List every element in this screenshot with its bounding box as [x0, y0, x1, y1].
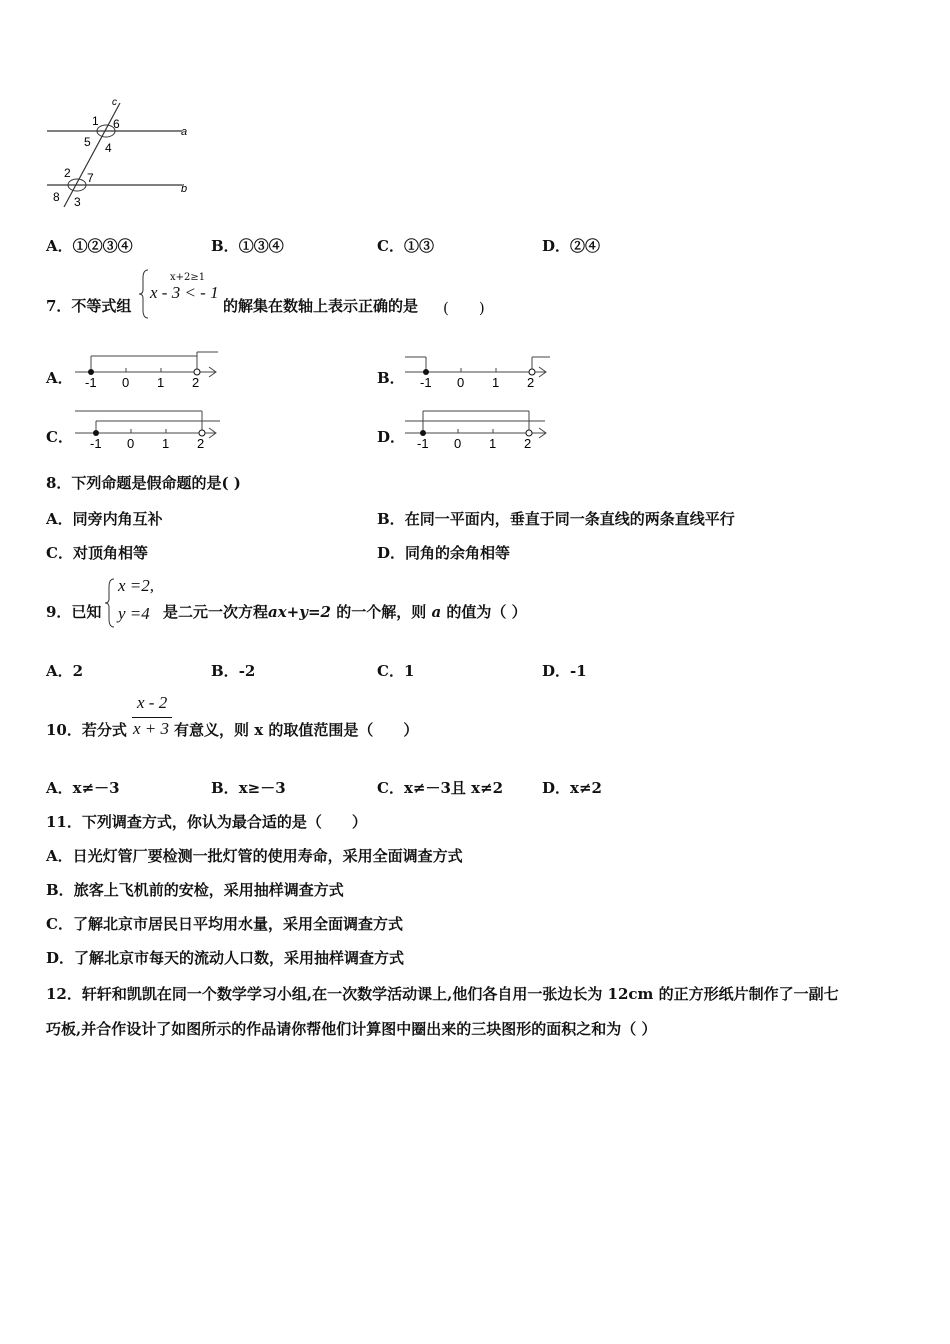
fraction-bar — [132, 717, 172, 718]
q10-c-text: x≠－3且 x≠2 — [403, 779, 504, 797]
q10-a-text: x≠－3 — [72, 779, 120, 797]
q9-var: a — [431, 603, 442, 621]
angle-1: 1 — [92, 114, 99, 128]
q9-d-letter: D． — [542, 662, 571, 680]
q11-d-text: 了解北京市每天的流动人口数，采用抽样调查方式 — [74, 949, 405, 967]
q6-option-b[interactable] — [211, 235, 284, 256]
q9-c-text: 1 — [403, 662, 415, 680]
q8-c-letter: C． — [46, 544, 73, 562]
q7-b-letter[interactable]: B． — [377, 369, 405, 387]
q9-d-text: -1 — [570, 662, 587, 680]
q9-prefix: 9．已知 — [46, 603, 102, 621]
q9-middle: 是二元一次方程 — [163, 603, 269, 621]
q8-a-text: 同旁内角互补 — [72, 510, 163, 528]
q7-a-letter[interactable]: A． — [46, 369, 73, 387]
q7-paren: ( ) — [443, 299, 485, 317]
q11-b-letter: B． — [46, 881, 74, 899]
tick-d-1: 1 — [489, 436, 497, 451]
q8-d-letter: D． — [377, 544, 406, 562]
q12-line1: 12．轩轩和凯凯在同一个数学学习小组,在一次数学活动课上,他们各自用一张边长为 12cm 的正方形纸片制作了一副七 — [46, 985, 839, 1003]
q9-b-letter: B． — [211, 662, 239, 680]
q6-b-text: ①③④ — [238, 237, 284, 255]
angle-6: 6 — [113, 117, 120, 131]
q9-eq2: y =4 — [118, 604, 150, 623]
q9-middle2: 的一个解，则 — [336, 603, 427, 621]
tick-b-m1: -1 — [420, 375, 432, 390]
q11-stem: 11．下列调查方式，你认为最合适的是（ ） — [46, 813, 367, 831]
q6-c-text: ①③ — [403, 237, 434, 255]
q6-d-letter: D． — [542, 237, 571, 255]
q10-d-text: x≠2 — [570, 779, 602, 797]
tick-b-0: 0 — [457, 375, 465, 390]
angle-3: 3 — [74, 195, 81, 209]
q11-b-text: 旅客上飞机前的安检，采用抽样调查方式 — [73, 881, 344, 899]
q10-denominator: x + 3 — [133, 719, 170, 738]
q11-option-a[interactable] — [46, 845, 463, 866]
tick-b-1: 1 — [492, 375, 500, 390]
q9-a-text: 2 — [72, 662, 84, 680]
q11-c-text: 了解北京市居民日平均用水量，采用全面调查方式 — [72, 915, 403, 933]
q6-b-letter: B． — [211, 237, 239, 255]
q8-stem: 8．下列命题是假命题的是( ) — [46, 474, 241, 492]
q9-b-text: -2 — [238, 662, 256, 680]
tick-c-2: 2 — [197, 436, 205, 451]
q10-option-a[interactable] — [46, 777, 120, 798]
q9-brace-icon — [104, 577, 116, 629]
q9-option-a[interactable] — [46, 660, 83, 681]
label-b: b — [181, 183, 188, 195]
q8-a-letter: A． — [46, 510, 73, 528]
tick-a-2: 2 — [192, 375, 200, 390]
q10-c-letter: C． — [377, 779, 404, 797]
number-line-c — [70, 405, 230, 453]
number-line-d — [400, 405, 560, 453]
q9-option-c[interactable] — [377, 660, 414, 681]
q6-option-d[interactable] — [542, 235, 600, 256]
q7-d-letter[interactable]: D． — [377, 428, 406, 446]
q11-a-text: 日光灯管厂要检测一批灯管的使用寿命，采用全面调查方式 — [72, 847, 463, 865]
tick-a-m1: -1 — [85, 375, 97, 390]
q9-c-letter: C． — [377, 662, 404, 680]
q8-option-b[interactable] — [377, 508, 735, 529]
tick-c-1: 1 — [162, 436, 170, 451]
q7-c-letter[interactable]: C． — [46, 428, 73, 446]
q7-prefix: 7．不等式组 — [46, 297, 132, 315]
q7-system-bottom: x - 3 < - 1 — [150, 283, 219, 302]
q9-option-b[interactable] — [211, 660, 255, 681]
q10-numerator: x - 2 — [137, 693, 168, 712]
q6-option-a[interactable] — [46, 235, 133, 256]
parallel-lines-figure — [42, 95, 192, 210]
q6-a-letter: A． — [46, 237, 73, 255]
number-line-a — [70, 348, 230, 393]
q8-b-letter: B． — [377, 510, 405, 528]
q10-b-letter: B． — [211, 779, 239, 797]
q11-option-d[interactable] — [46, 947, 404, 968]
angle-5: 5 — [84, 135, 91, 149]
label-a: a — [181, 126, 188, 138]
q10-option-d[interactable] — [542, 777, 602, 798]
number-line-b — [400, 348, 560, 393]
q8-d-text: 同角的余角相等 — [405, 544, 511, 562]
q6-d-text: ②④ — [570, 237, 601, 255]
tick-a-1: 1 — [157, 375, 165, 390]
angle-4: 4 — [105, 141, 112, 155]
q7-suffix: 的解集在数轴上表示正确的是 — [223, 297, 419, 315]
tick-b-2: 2 — [527, 375, 535, 390]
q9-suffix: 的值为（ ） — [446, 603, 527, 621]
q9-body — [163, 601, 527, 622]
tick-a-0: 0 — [122, 375, 130, 390]
q6-c-letter: C． — [377, 237, 404, 255]
tick-d-m1: -1 — [417, 436, 429, 451]
q11-option-b[interactable] — [46, 879, 344, 900]
q7-brace-icon — [138, 268, 150, 320]
q9-a-letter: A． — [46, 662, 73, 680]
q11-c-letter: C． — [46, 915, 73, 933]
tick-d-2: 2 — [524, 436, 532, 451]
q8-c-text: 对顶角相等 — [72, 544, 148, 562]
q11-d-letter: D． — [46, 949, 75, 967]
tick-c-m1: -1 — [90, 436, 102, 451]
q9-equation: ax+y=2 — [268, 603, 331, 621]
q10-b-text: x≥－3 — [238, 779, 286, 797]
q8-option-d[interactable] — [377, 542, 510, 563]
q10-d-letter: D． — [542, 779, 571, 797]
tick-d-0: 0 — [454, 436, 462, 451]
q8-option-c[interactable] — [46, 542, 148, 563]
angle-2: 2 — [64, 166, 71, 180]
q6-option-c[interactable] — [377, 235, 434, 256]
angle-7: 7 — [87, 171, 94, 185]
q6-a-text: ①②③④ — [72, 237, 133, 255]
tick-c-0: 0 — [127, 436, 135, 451]
q10-suffix: 有意义，则 x 的取值范围是（ ） — [174, 721, 419, 739]
q10-prefix: 10．若分式 — [46, 721, 127, 739]
angle-8: 8 — [53, 190, 60, 204]
q8-option-a[interactable] — [46, 508, 163, 529]
q11-a-letter: A． — [46, 847, 73, 865]
q7-system-top: x+2≥1 — [170, 272, 206, 283]
q12-line2: 巧板,并合作设计了如图所示的作品请你帮他们计算图中圈出来的三块图形的面积之和为（ ） — [46, 1020, 657, 1038]
q9-eq1: x =2, — [118, 576, 155, 595]
q8-b-text: 在同一平面内，垂直于同一条直线的两条直线平行 — [404, 510, 735, 528]
label-c: c — [112, 97, 117, 108]
q10-option-b[interactable] — [211, 777, 286, 798]
q9-option-d[interactable] — [542, 660, 587, 681]
q10-option-c[interactable] — [377, 777, 503, 798]
q11-option-c[interactable] — [46, 913, 403, 934]
q10-a-letter: A． — [46, 779, 73, 797]
